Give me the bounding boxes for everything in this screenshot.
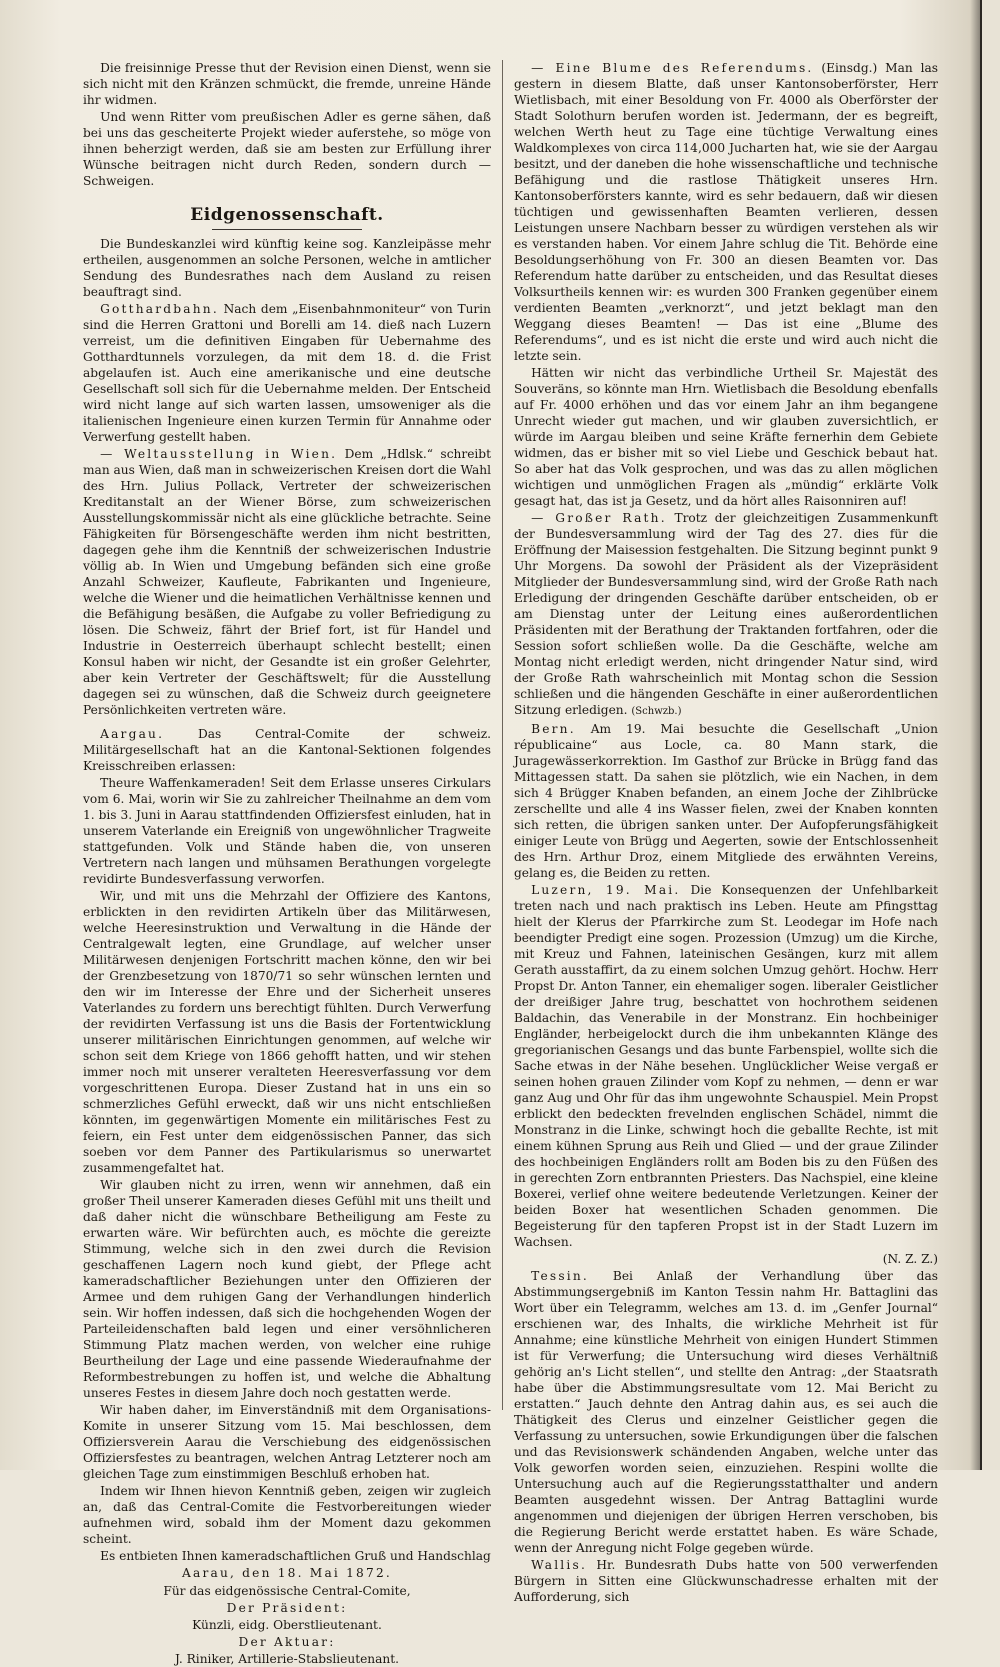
blume-article [514,60,938,364]
intro-paragraph-2: Und wenn Ritter vom preußischen Adler es gerne sähen, daß bei uns das gescheiterte Projekt wieder auferstehe, so möge von ihnen beherzigt werden, daß sie am besten zur Erfüllung ihrer Wünsche beitragen nicht durch Reden, sondern durch — Schweigen. [83,110,491,188]
blume-body: (Einsdg.) Man las gestern in diesem Blatte, daß unser Kantonsoberförster, Herr Wietlisbach, mit einer Besoldung von Fr. 4000 als Oberförster der Stadt Solothurn berufen worden ist. Jedermann, der es begreift, welchen Werth heut zu Tage eine tüchtige Verwaltung eines Waldkomplexes von circa 114,000 Jucharten hat, wie sie der Aargau besitzt, und der daneben die hohe wissenschaftliche und technische Befähigung und die rastlose Thätigkeit unseres Hrn. Kantonsoberförsters kannte, wird es sehr bedauern, daß wir diesen tüchtigen und gewissenhaften Beamten verlieren, dessen Leistungen unsere Nachbarn besser zu würdigen verstehen als wir es verstanden haben. Vor einem Jahre schlug die Tit. Behörde eine Besoldungserhöhung von Fr. 300 an diesen Beamten vor. Das Referendum hatte darüber zu entscheiden, und das Resultat dieses Volksurtheils kennen wir: es wurden 300 Franken gegenüber einem verdienten Beamten „verknorzt“, und jetzt beklagt man den Weggang dieses Beamten! — Das ist eine „Blume des Referendums“, und es ist nicht die erste und wird auch nicht die letzte sein. [514,61,938,363]
luzern-source: (N. Z. Z.) [882,1252,938,1266]
bundeskanzlei-paragraph: Die Bundeskanzlei wird künftig keine sog. Kanzleipässe mehr ertheilen, ausgenommen an solche Personen, welche in amtlicher Sendung des Bundesrathes nach dem Ausland zu reisen beauftragt sind. [83,237,491,299]
aargau-date: Aarau, den 18. Mai 1872. [182,1566,392,1580]
aargau-letter-5: Indem wir Ihnen hievon Kenntniß geben, zeigen wir zugleich an, daß das Central-Comite die Festvorbereitungen wieder aufnehmen wird, sobald ihm der Moment dazu gekommen scheint. [83,1484,491,1546]
grosser-rath-source: (Schwzb.) [631,706,682,717]
heading-rule [212,229,362,230]
signature-line-1: Für das eidgenössische Central-Comite, [163,1584,411,1598]
section-heading-eidgenossenschaft [83,203,491,230]
signature-line-3: Künzli, eidg. Oberstlieutenant. [192,1618,382,1632]
wallis-body: Hr. Bundesrath Dubs hatte von 500 verwerfenden Bürgern in Sitten eine Glückwunschadresse erhalten mit der Aufforderung, sich [514,1558,938,1604]
bern-lead: Bern. [531,722,576,736]
wallis-article [514,1557,938,1605]
adjacent-page-edge [980,0,1000,1470]
luzern-lead: Luzern, 19. Mai. [531,883,681,897]
right-column [514,60,938,1604]
tessin-article [514,1268,938,1556]
luzern-article [514,882,938,1250]
wallis-lead: Wallis. [531,1558,588,1572]
grosser-rath-body: Trotz der gleichzeitigen Zusammenkunft der Bundesversammlung wird der Tag des 27. dies für die Eröffnung der Maisession festgehalten. Die Sitzung beginnt punkt 9 Uhr Morgens. Da sowohl der Präsident als der Vizepräsident Mitglieder der Bundesversammlung sind, wird der Große Rath nach Erledigung der dringenden Geschäfte darüber entscheiden, ob er am Dienstag unter der Leitung eines außerordentlichen Präsidenten mit der Berathung der Traktanden fortfahren, oder die Session sofort schließen wolle. Da die Geschäfte, welche am Montag nicht erledigt werden, nicht dringender Natur sind, wird der Große Rath wahrscheinlich mit Montag schon die Session schließen und die hängenden Geschäfte in einer außerordentlichen Sitzung erledigen. [514,511,938,717]
bern-body: Am 19. Mai besuchte die Gesellschaft „Union républicaine“ aus Locle, ca. 80 Mann stark, die Juragewässerkorrektion. Im Gasthof zur Brücke in Brügg fand das Mittagessen statt. Da sahen sie plötzlich, wie ein Nachen, in dem sich 4 Brügger Knaben befanden, an einem Joche der Zihlbrücke zerschellte und alle 4 ins Wasser fielen, zwei der Knaben konnten sich retten, die übrigen sanken unter. Der Aufopferungsfähigkeit einiger Leute von Brügg und Aegerten, sowie der Entschlossenheit des Hrn. Arthur Droz, einem Mitgliede des erwähnten Vereins, gelang es, die Beiden zu retten. [514,722,938,880]
aargau-letter-2: Wir, und mit uns die Mehrzahl der Offiziere des Kantons, erblickten in den revidirten Artikeln über das Militärwesen, welche Heeresinstruktion und Verwaltung in die Hände der Centralgewalt legten, eine Grundlage, auf welcher unser Militärwesen denjenigen Fortschritt machen könne, den wir bei der Grenzbesetzung von 1870/71 so sehr wünschen lernten und den wir im Interesse der Ehre und der Sicherheit unseres Vaterlandes zu fordern uns berechtigt fühlten. Durch Verwerfung der revidirten Verfassung ist uns die Basis der Fortentwicklung unserer militärischen Einrichtungen genommen, auf welche wir schon seit dem Kriege von 1866 gehofft hatten, und wir stehen immer noch mit unserer veralteten Heeresverfassung vor dem vorgeschrittenen Europa. Dieser Zustand hat in uns ein so schmerzliches Gefühl erweckt, daß wir uns nicht entschließen könnten, im gegenwärtigen Momente ein militärisches Fest zu feiern, ein Fest unter dem eidgenössischen Panner, das sich soeben vor dem Panner des Partikularismus so unerwartet zusammengefaltet hat. [83,889,491,1175]
aargau-letter-4: Wir haben daher, im Einverständniß mit dem Organisations-Komite in unserer Sitzung vom 15. Mai beschlossen, dem Offiziersverein Aarau die Verschiebung des eidgenössischen Offiziersfestes zu beantragen, welchen Antrag Letzterer noch am gleichen Tage zum einstimmigen Beschluß erhoben hat. [83,1403,491,1481]
blume-lead: — Eine Blume des Referendums. [531,61,814,75]
signature-block [83,1583,491,1667]
column-divider [502,60,503,1410]
aargau-letter-1: Theure Waffenkameraden! Seit dem Erlasse unseres Cirkulars vom 6. Mai, worin wir Sie zu zahlreicher Theilnahme an dem vom 1. bis 3. Juni in Aarau stattfindenden Offiziersfest einluden, hat in unserem Vaterlande ein Ereigniß von ungewöhnlicher Tragweite stattgefunden. Volk und Stände haben die, von unseren Vertretern nach langen und mühsamen Berathungen vorgelegte revidirte Bundesverfassung verworfen. [83,776,491,886]
aargau-lead: Aargau. [100,727,165,741]
gotthard-lead: Gotthardbahn. [100,302,219,316]
weltausstellung-body: Dem „Hdlsk.“ schreibt man aus Wien, daß man in schweizerischen Kreisen dort die Wahl des Hrn. Julius Pollack, Vertreter der schweizerischen Kreditanstalt an der Wiener Börse, zum schweizerischen Ausstellungskommissär nicht als eine glückliche betrachte. Seine Fähigkeiten für Börsengeschäfte werden ihm nicht bestritten, dagegen gehe ihm die Kenntniß der schweizerischen Industrie völlig ab. In Wien und Umgebung befänden sich eine große Anzahl Schweizer, Kaufleute, Fabrikanten und Ingenieure, welche die Wiener und die heimatlichen Verhältnisse kennen und die Befähigung besäßen, die Aufgabe zu voller Befriedigung zu lösen. Die Schweiz, fährt der Brief fort, ist für Handel und Industrie in Oesterreich überhaupt schlecht bestellt; einen Konsul haben wir nicht, der Gesandte ist ein großer Gelehrter, aber kein Vertreter der Geschäftswelt; für die Ausstellung dagegen sei zu wünschen, daß die Schweiz durch geeignetere Persönlichkeiten vertreten wäre. [83,447,492,717]
signature-line-5: J. Riniker, Artillerie-Stabslieutenant. [174,1652,400,1666]
aargau-letter-3: Wir glauben nicht zu irren, wenn wir annehmen, daß ein großer Theil unserer Kameraden dieses Gefühl mit uns theilt und daß daher nicht die wünschbare Betheiligung am Feste zu erwarten wäre. Wir befürchten auch, es möchte die gereizte Stimmung, welche sich in den zwei durch die Revision geschaffenen Lagern noch kund giebt, der Pflege acht kameradschaftlicher Beziehungen unter den Offizieren der Armee und dem ruhigen Gang der Verhandlungen hinderlich sein. Wir hoffen indessen, daß sich die hochgehenden Wogen der Parteileidenschaften bald legen und einer versöhnlicheren Stimmung Platz machen werden, von welcher eine ruhige Beurtheilung der Lage und eine passende Wiederaufnahme der Reformbestrebungen zu hoffen ist, und welche die Abhaltung unseres Festes in diesem Jahre doch noch gestatten werde. [83,1178,491,1400]
tessin-body: Bei Anlaß der Verhandlung über das Abstimmungsergebniß im Kanton Tessin nahm Hr. Battaglini das Wort über ein Telegramm, welches am 13. d. im „Genfer Journal“ erschienen war, des Inhalts, die wirkliche Mehrheit ist für Annahme; eine künstliche Mehrheit von einigen Hundert Stimmen ist für Verwerfung; die Untersuchung wird dieses Verhältniß gehörig an's Licht stellen“, und stellte den Antrag: „der Staatsrath habe über die Abstimmungsresultate vom 12. Mai Bericht zu erstatten.“ Jauch dehnte den Antrag dahin aus, es sei auch die Thätigkeit des Clerus und einzelner Geistlicher gegen die Verfassung zu untersuchen, sowie Erkundigungen über die falschen und das Revisionswerk schändenden Angaben, welche unter das Volk geworfen worden seien, einzuziehen. Respini wollte die Untersuchung auch auf die Regierungsstatthalter und andern Beamten ausgedehnt wissen. Der Antrag Battaglini wurde angenommen und diejenigen der übrigen Herren verschoben, bis die Regierung Bericht werde erstattet haben. Es wäre Schade, wenn der Anregung nicht Folge gegeben würde. [514,1269,938,1555]
weltausstellung-article [83,446,491,718]
left-column [83,60,492,1666]
blume-body-2: Hätten wir nicht das verbindliche Urtheil Sr. Majestät des Souveräns, so könnte man Hrn. Wietlisbach die Besoldung ebenfalls auf Fr. 4000 erhöhen und das vor einem Jahr an ihm begangene Unrecht wieder gut machen, und wir glauben zuversichtlich, er würde im Aargau bleiben und seine Kräfte fernerhin dem Gebiete widmen, das er bisher mit so viel Liebe und Geschick bebaut hat. So aber hat das Volk gesprochen, und was das zu allen möglichen wichtigen und unmöglichen Fragen als „mündig“ erklärte Volk gesagt hat, das ist ja Gesetz, und da hört alles Raisonniren auf! [514,366,938,508]
gotthard-body: Nach dem „Eisenbahnmoniteur“ von Turin sind die Herren Grattoni und Borelli am 14. dieß nach Luzern verreist, um die definitiven Eingaben für Uebernahme des Gotthardtunnels vorzulegen, da mit dem 18. d. die Frist abgelaufen ist. Auch eine amerikanische und eine deutsche Gesellschaft soll sich für die Uebernahme melden. Der Entscheid wird nicht lange auf sich warten lassen, umsoweniger als die italienischen Ingenieure einen kurzen Termin für Annahme oder Verwerfung gestellt haben. [83,302,491,444]
aargau-letter-6: Es entbieten Ihnen kameradschaftlichen Gruß und Handschlag [100,1549,491,1563]
luzern-body: Die Konsequenzen der Unfehlbarkeit treten nach und nach praktisch ins Leben. Heute am Pfingsttag hielt der Klerus der Pfarrkirche zum St. Leodegar im Hofe nach beendigter Predigt eine sogen. Prozession (Umzug) um die Kirche, mit Kreuz und Fahnen, lateinischen Gesängen, kurz mit allem Gerath ausstaffirt, da zu einem solchen Umzug gehört. Hochw. Herr Propst Dr. Anton Tanner, ein ehemaliger sogen. liberaler Geistlicher der dreißiger Jahre trug, beschattet von hochrothem seidenen Baldachin, das Venerabile in der Monstranz. Ein hochbeiniger Engländer, herbeigelockt durch die ihm unbekannten Klänge des gregorianischen Gesangs und das bunte Farbenspiel, wollte sich die Sache etwas in der Nähe besehen. Unglücklicher Weise vergaß er seinen hohen grauen Zilinder vom Kopf zu nehmen, — denn er war ganz Aug und Ohr für das ihm ungewohnte Schauspiel. Mein Propst erblickt den bedeckten frevelnden englischen Schädel, nimmt die Monstranz in die Linke, schwingt hoch die geballte Rechte, ist mit einem kühnen Sprung aus Reih und Glied — und der graue Zilinder des hochbeinigen Engländers rollt am Boden bis zu den Füßen des in gerechten Zorn entbrannten Priesters. Das Nachspiel, eine kleine Boxerei, verlief ohne weitere bedeutende Verletzungen. Keiner der beiden Boxer hat wesentlichen Schaden genommen. Die Begeisterung für den tapferen Propst ist in der Stadt Luzern im Wachsen. [514,883,938,1249]
bern-article [514,721,938,881]
intro-paragraph-1: Die freisinnige Presse thut der Revision einen Dienst, wenn sie sich nicht mit den Kränzen schmückt, die fremde, unreine Hände ihr widmen. [83,61,491,107]
grosser-rath-lead: — Großer Rath. [531,511,667,525]
tessin-lead: Tessin. [531,1269,590,1283]
section-heading-text: Eidgenossenschaft. [190,205,384,225]
aargau-article [83,726,491,774]
signature-line-2: Der Präsident: [226,1601,348,1615]
signature-line-4: Der Aktuar: [238,1635,336,1649]
aargau-body: Das Central-Comite der schweiz. Militärgesellschaft hat an die Kantonal-Sektionen folgendes Kreisschreiben erlassen: [83,727,491,773]
weltausstellung-lead: — Weltausstellung in Wien. [100,447,338,461]
gotthard-article [83,301,491,445]
grosser-rath-article [514,510,938,720]
